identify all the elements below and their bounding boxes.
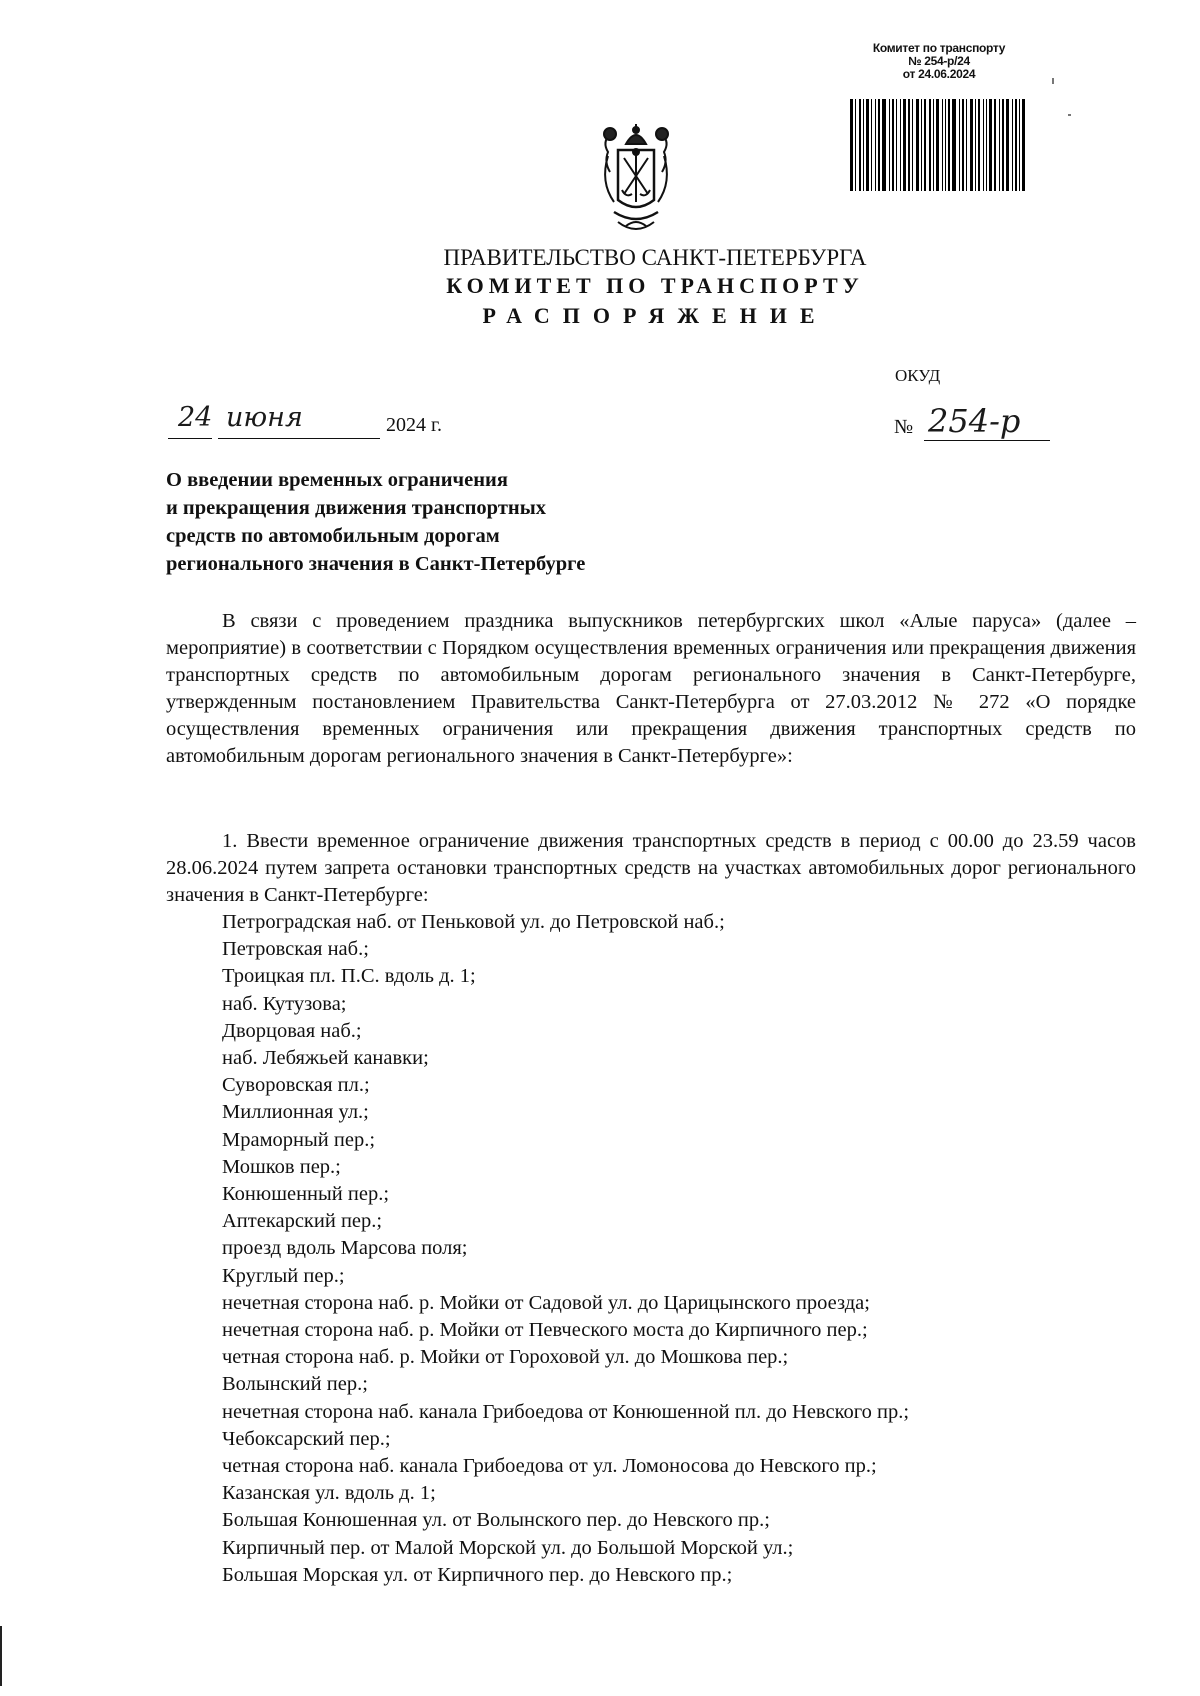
barcode-bar [942, 99, 943, 191]
barcode-bar [986, 99, 987, 191]
barcode-bar [952, 99, 956, 191]
street-item: четная сторона наб. канала Грибоедова от ул. Ломоносова до Невского пр.; [222, 1455, 877, 1478]
barcode-bar [945, 99, 946, 191]
barcode-bar [1012, 99, 1013, 191]
barcode-bar [962, 99, 964, 191]
street-item: Круглый пер.; [222, 1264, 345, 1287]
street-item: Троицкая пл. П.С. вдоль д. 1; [222, 965, 476, 988]
number-value: 254-р [928, 402, 1021, 440]
street-item: нечетная сторона наб. канала Грибоедова от Конюшенной пл. до Невского пр.; [222, 1400, 910, 1423]
document-type: РАСПОРЯЖЕНИЕ [482, 303, 828, 328]
committee-title: КОМИТЕТ ПО ТРАНСПОРТУ [446, 273, 864, 298]
barcode-bar [855, 99, 856, 191]
streets-list [222, 909, 1142, 1589]
barcode-bar [970, 99, 973, 191]
stamp-committee: Комитет по транспорту [872, 41, 1006, 55]
subject-line: средств по автомобильным дорогам [166, 525, 500, 547]
barcode-bar [966, 99, 967, 191]
street-item: Конюшенный пер.; [222, 1183, 390, 1206]
street-item: Большая Морская ул. от Кирпичного пер. до Невского пр.; [222, 1563, 733, 1586]
street-item: Волынский пер.; [222, 1373, 368, 1396]
subject-line: регионального значения в Санкт-Петербурге [166, 553, 586, 575]
coat-of-arms-icon [596, 122, 676, 242]
barcode-bar [850, 99, 853, 191]
street-item: наб. Кутузова; [222, 992, 347, 1015]
barcode-bar [978, 99, 980, 191]
registration-stamp [844, 42, 1034, 81]
street-item: проезд вдоль Марсова поля; [222, 1237, 468, 1260]
street-item: Аптекарский пер.; [222, 1210, 383, 1233]
number-sign: № [894, 416, 914, 438]
barcode-bar [948, 99, 950, 191]
street-item: Суворовская пл.; [222, 1074, 370, 1097]
street-item: Большая Конюшенная ул. от Волынского пер. до Невского пр.; [222, 1509, 770, 1532]
scan-artifact [1068, 114, 1071, 116]
barcode-bar [989, 99, 992, 191]
document-subject [166, 466, 726, 578]
street-item: нечетная сторона наб. р. Мойки от Певческого моста до Кирпичного пер.; [222, 1319, 868, 1342]
street-item: нечетная сторона наб. р. Мойки от Садовой ул. до Царицынского проезда; [222, 1291, 870, 1314]
stamp-date: от 24.06.2024 [902, 67, 976, 81]
street-item: Мраморный пер.; [222, 1128, 376, 1151]
barcode-bar [975, 99, 976, 191]
barcode-bar [1019, 99, 1020, 191]
street-item: Дворцовая наб.; [222, 1019, 362, 1042]
barcode [850, 99, 1026, 191]
barcode-bar [999, 99, 1000, 191]
street-item: Казанская ул. вдоль д. 1; [222, 1482, 436, 1505]
document-header [300, 244, 1010, 330]
date-day: 24 [178, 402, 213, 433]
barcode-bar [871, 99, 872, 191]
barcode-bar [929, 99, 931, 191]
date-month: июня [226, 402, 303, 433]
barcode-bar [900, 99, 901, 191]
subject-line: и прекращения движения транспортных [166, 497, 546, 519]
barcode-bar [863, 99, 864, 191]
barcode-bar [916, 99, 919, 191]
scan-artifact [1052, 78, 1054, 84]
barcode-bar [908, 99, 910, 191]
barcode-bar [924, 99, 926, 191]
point-1-paragraph: 1. Ввести временное ограничение движения транспортных средств в период с 00.00 до 23.59 часов 28.06.2024 путем запрета остановки транспортных средств на участках автомобильных дорог регионального значения в Санкт-Петербурге: [166, 830, 1136, 906]
barcode-bar [896, 99, 897, 191]
barcode-bar [892, 99, 894, 191]
barcode-bar [921, 99, 922, 191]
barcode-bar [903, 99, 906, 191]
barcode-bar [866, 99, 869, 191]
street-item: Миллионная ул.; [222, 1101, 369, 1124]
barcode-bar [912, 99, 913, 191]
barcode-bar [936, 99, 939, 191]
street-item: Мошков пер.; [222, 1155, 341, 1178]
scan-edge [0, 1626, 2, 1686]
barcode-bar [1015, 99, 1017, 191]
okud-label: ОКУД [895, 366, 941, 385]
barcode-bar [1006, 99, 1009, 191]
government-title: ПРАВИТЕЛЬСТВО САНКТ-ПЕТЕРБУРГА [443, 245, 867, 270]
barcode-bar [889, 99, 890, 191]
date-day-underline [168, 438, 212, 439]
barcode-bar [983, 99, 984, 191]
street-item: наб. Лебяжьей канавки; [222, 1047, 429, 1070]
document-date [164, 402, 464, 446]
barcode-bar [994, 99, 996, 191]
barcode-bar [882, 99, 886, 191]
number-underline [924, 440, 1050, 441]
barcode-bar [878, 99, 880, 191]
subject-line: О введении временных ограничения [166, 469, 508, 491]
street-item: Чебоксарский пер.; [222, 1427, 391, 1450]
barcode-bar [859, 99, 861, 191]
street-item: Петроградская наб. от Пеньковой ул. до Петровской наб.; [222, 911, 725, 933]
street-item: четная сторона наб. р. Мойки от Гороховой ул. до Мошкова пер.; [222, 1346, 789, 1369]
preamble-paragraph: В связи с проведением праздника выпускников петербургских школ «Алые паруса» (далее – мероприятие) в соответствии с Порядком осуществления временных ограничения или прекращения движения транспортных средств по автомобильным дорогам регионального значения в Санкт-Петербурге, утвержденным постановлением Правительства Санкт-Петербурга от 27.03.2012 № 272 «О порядке осуществления временных ограничения или прекращения движения транспортных средств по автомобильным дорогам регионального значения в Санкт-Петербурге»: [166, 610, 1136, 767]
stamp-number: № 254-р/24 [908, 54, 970, 68]
barcode-bar [1022, 99, 1025, 191]
date-year: 2024 г. [386, 414, 442, 436]
barcode-bar [933, 99, 934, 191]
street-item: Петровская наб.; [222, 938, 369, 961]
date-month-underline [218, 438, 380, 439]
street-item: Кирпичный пер. от Малой Морской ул. до Большой Морской ул.; [222, 1536, 794, 1559]
barcode-bar [1002, 99, 1004, 191]
barcode-bar [959, 99, 960, 191]
barcode-bar [875, 99, 876, 191]
document-number [894, 402, 1064, 452]
